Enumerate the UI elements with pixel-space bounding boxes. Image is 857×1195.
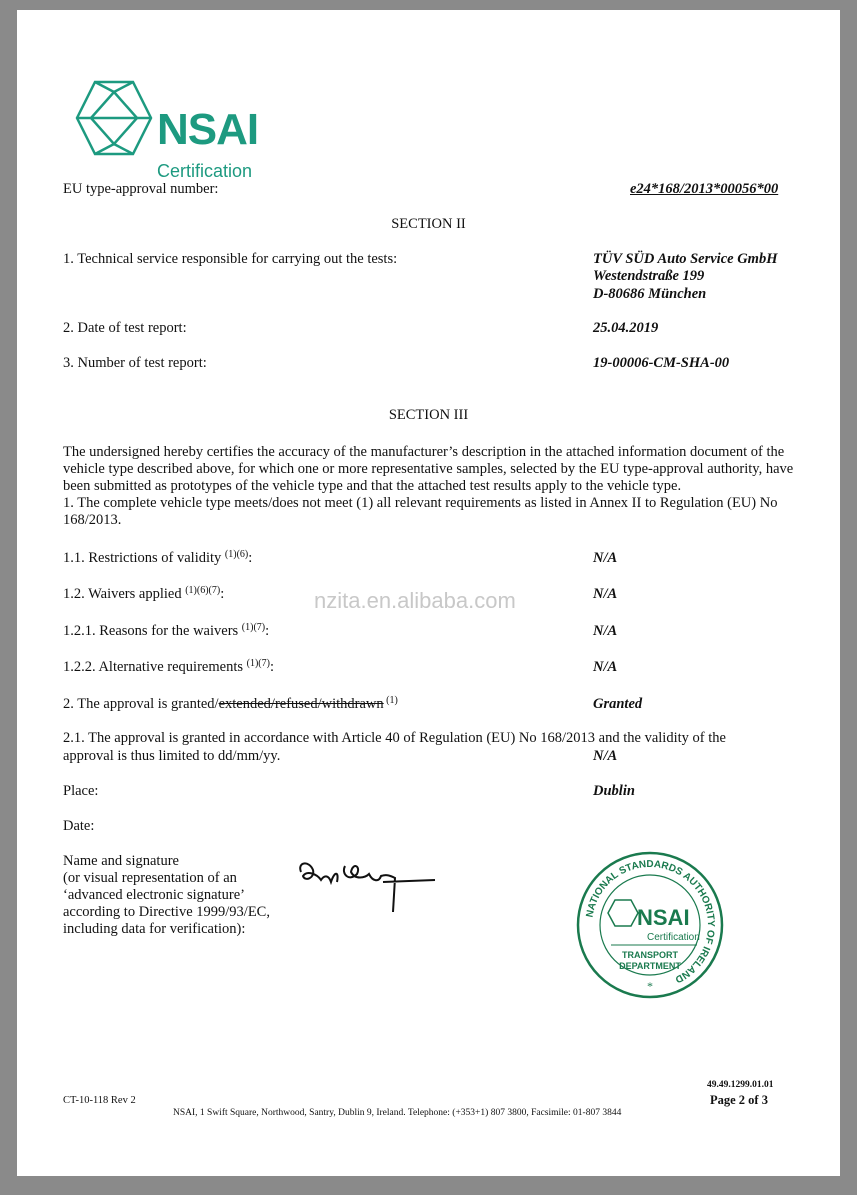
- approval-value: Granted: [593, 696, 643, 712]
- document-page: [17, 10, 840, 1176]
- article-line-2: approval is thus limited to dd/mm/yy.: [63, 748, 281, 764]
- signature-label: according to Directive 1999/93/EC,: [63, 904, 270, 920]
- place-label: Place:: [63, 783, 99, 799]
- waivers-label: 1.2. Waivers applied $^{(1)(6)(7)}$:: [63, 585, 225, 602]
- waiver-reasons-value: N/A: [593, 623, 618, 639]
- signature-label: Name and signature: [63, 853, 179, 869]
- svg-text:*: *: [647, 979, 653, 993]
- approval-label: 2. The approval is granted/extended/refused/withdrawn $^{(1)}$: [63, 695, 398, 712]
- signature-label: ‘advanced electronic signature’: [63, 887, 245, 903]
- test-date-label: 2. Date of test report:: [63, 320, 187, 336]
- signature-label: including data for verification):: [63, 921, 246, 937]
- certification-paragraph: [63, 444, 803, 529]
- article-line-1: 2.1. The approval is granted in accordance with Article 40 of Regulation (EU) No 168/2013 and the validity of the: [63, 730, 726, 746]
- watermark: nzita.en.alibaba.com: [314, 588, 516, 613]
- test-number-value: 19-00006-CM-SHA-00: [593, 355, 730, 371]
- restrictions-label: 1.1. Restrictions of validity $^{(1)(6)}$:: [63, 549, 253, 566]
- restrictions-value: N/A: [593, 550, 618, 566]
- technical-service-street: Westendstraße 199: [593, 268, 705, 284]
- waivers-value: N/A: [593, 586, 618, 602]
- section-3-title: SECTION III: [388, 407, 469, 423]
- compliance-text: 1. The complete vehicle type meets/does not meet (1) all relevant requirements as listed in Annex II to Regulation (EU) No 168/2013.: [63, 495, 778, 528]
- type-approval-label: EU type-approval number:: [63, 181, 219, 197]
- form-number: CT-10-118 Rev 2: [63, 1095, 136, 1106]
- type-approval-number: e24*168/2013*00056*00: [630, 181, 779, 197]
- svg-text:NSAI: NSAI: [637, 905, 690, 930]
- test-number-label: 3. Number of test report:: [63, 355, 207, 371]
- svg-text:TRANSPORT: TRANSPORT: [622, 950, 678, 960]
- section-2-title: SECTION II: [391, 216, 466, 232]
- footer-address: NSAI, 1 Swift Square, Northwood, Santry, Dublin 9, Ireland. Telephone: (+353+1) 807 3800, Facsimile: 01-807 3844: [173, 1108, 622, 1118]
- svg-text:Certification: Certification: [647, 932, 700, 943]
- technical-service-label: 1. Technical service responsible for carrying out the tests:: [63, 251, 398, 267]
- signature-label: (or visual representation of an: [63, 870, 237, 886]
- technical-service-city: D-80686 München: [593, 286, 707, 302]
- alternative-requirements-label: 1.2.2. Alternative requirements $^{(1)(7)}$:: [63, 658, 274, 675]
- test-date-value: 25.04.2019: [593, 320, 659, 336]
- nsai-stamp: [575, 850, 725, 1000]
- nsai-logo-icon: [75, 78, 153, 158]
- alternative-requirements-value: N/A: [593, 659, 618, 675]
- svg-text:NATIONAL STANDARDS AUTHORITY O: NATIONAL STANDARDS AUTHORITY OF IRELAND: [584, 858, 717, 985]
- logo-subtitle: Certification: [157, 161, 253, 181]
- article-value: N/A: [593, 748, 618, 764]
- date-label: Date:: [63, 818, 95, 834]
- handwritten-signature: [295, 852, 440, 922]
- technical-service-name: TÜV SÜD Auto Service GmbH: [593, 251, 778, 267]
- waiver-reasons-label: 1.2.1. Reasons for the waivers $^{(1)(7)}$:: [63, 622, 270, 639]
- page-number: Page 2 of 3: [710, 1093, 768, 1107]
- logo-name: NSAI: [157, 105, 259, 154]
- document-code: 49.49.1299.01.01: [707, 1080, 774, 1090]
- place-value: Dublin: [593, 783, 635, 799]
- svg-text:DEPARTMENT: DEPARTMENT: [619, 961, 681, 971]
- certification-text: The undersigned hereby certifies the accuracy of the manufacturer’s description in the attached information document of the vehicle type described above, for which one or more representative samples, selected by the EU type-approval authority, have been submitted as prototypes of the vehicle type and that the attached test results apply to the vehicle type.: [63, 444, 794, 494]
